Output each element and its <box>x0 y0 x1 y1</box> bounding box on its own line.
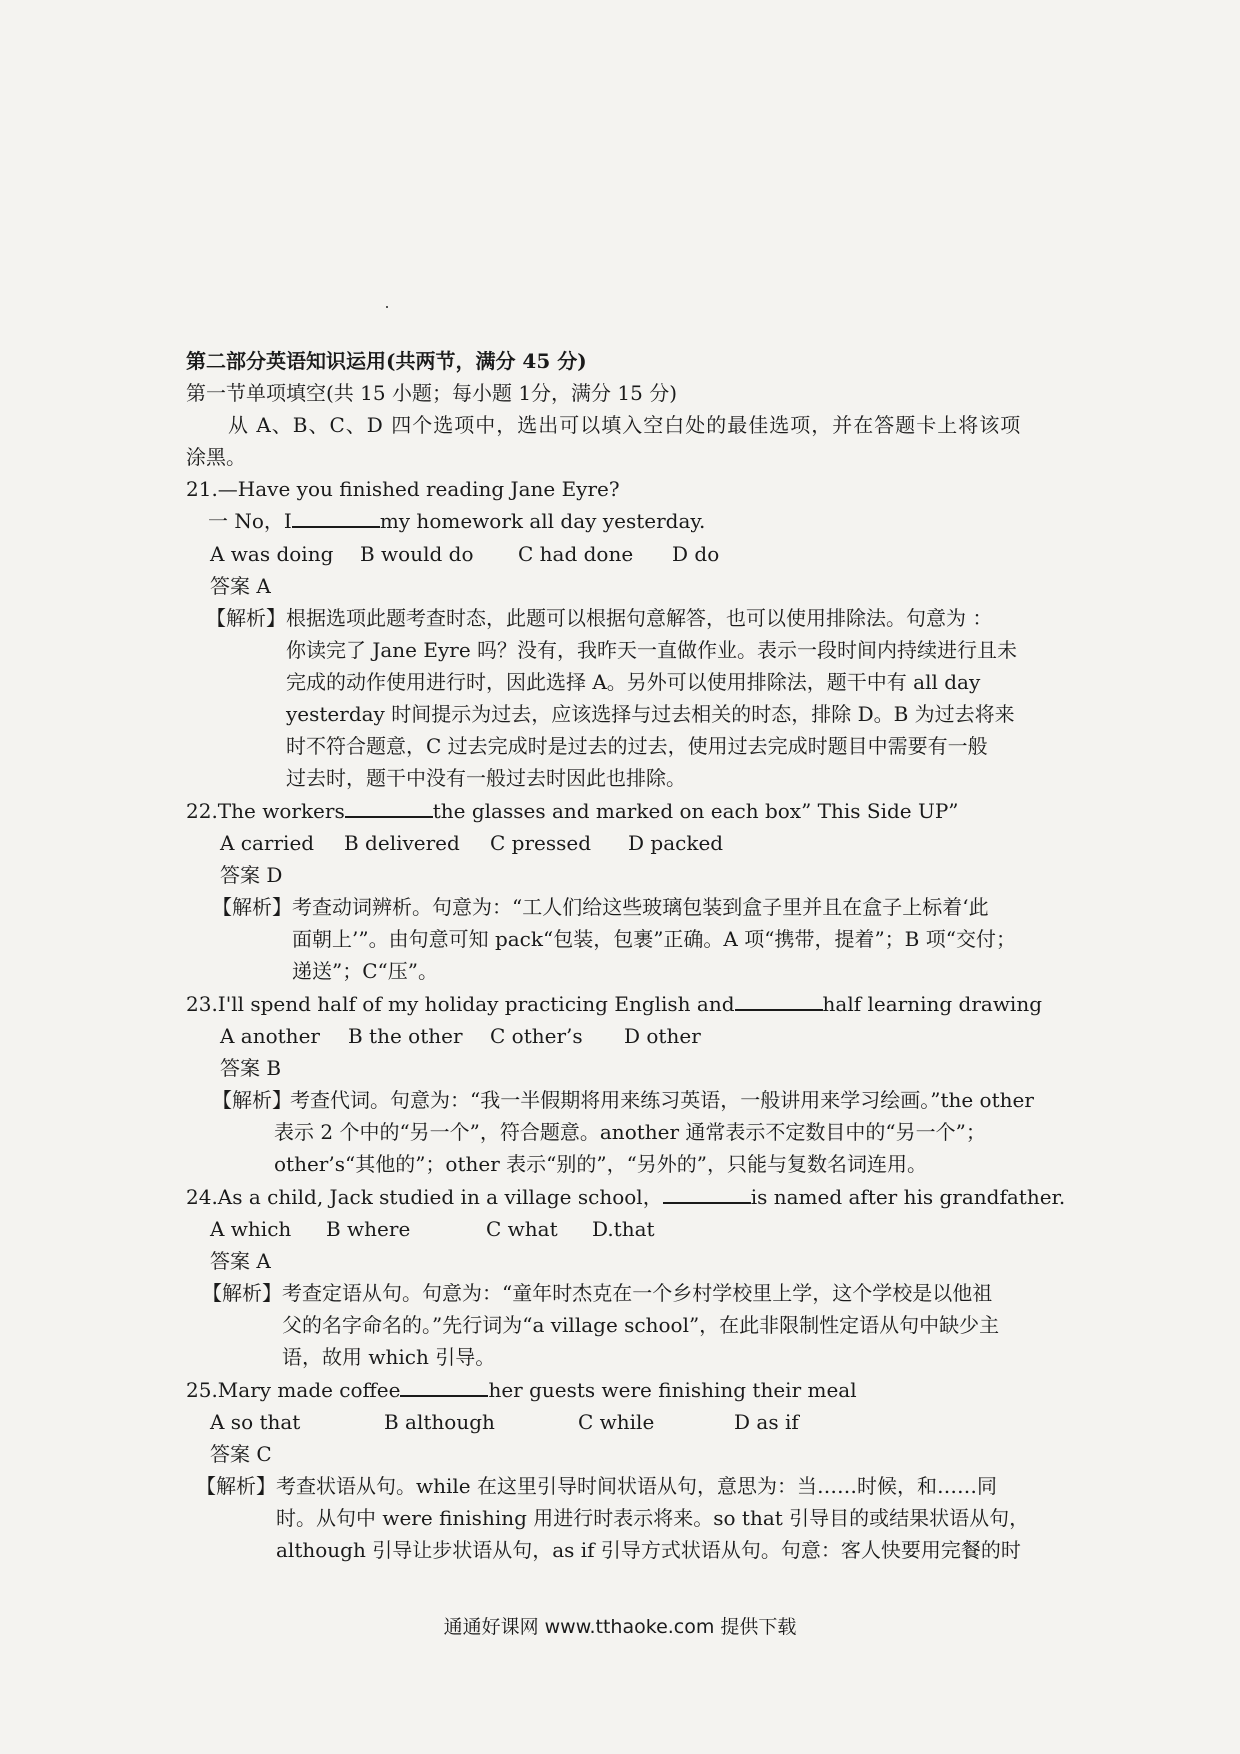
answer-blank <box>663 1184 751 1204</box>
answer-text: 答案 A <box>210 574 271 598</box>
explanation-label: 【解析】 <box>202 1281 282 1305</box>
question-text-after: the glasses and marked on each box” This Side UP” <box>432 799 959 823</box>
answer-blank <box>400 1377 488 1397</box>
answer-text: 答案 C <box>210 1442 272 1466</box>
explanation-line: 根据选项此题考查时态，此题可以根据句意解答，也可以使用排除法。句意为 ： <box>286 606 993 630</box>
option-a: A carried <box>220 831 315 855</box>
answer-text: 答案 B <box>220 1056 282 1080</box>
explanation-line: yesterday 时间提示为过去，应该选择与过去相关的时态，排除 D。B 为过去将来 <box>286 702 1015 726</box>
explanation-label: 【解析】 <box>212 895 292 919</box>
option-c: C what <box>486 1217 558 1241</box>
option-d: D.that <box>592 1217 655 1241</box>
explanation-line: 你读完了 Jane Eyre 吗？没有，我昨天一直做作业。表示一段时间内持续进行且未 <box>286 638 1018 662</box>
option-a: A so that <box>210 1410 301 1434</box>
option-b: B the other <box>348 1024 463 1048</box>
page-footer: 通通好课网 www.tthaoke.com 提供下载 <box>443 1616 797 1638</box>
answer-blank <box>345 798 433 818</box>
explanation-line: 时不符合题意，C 过去完成时是过去的过去，使用过去完成时题目中需要有一般 <box>286 734 988 758</box>
answer-text: 答案 D <box>220 863 283 887</box>
question-text <box>186 1377 857 1403</box>
section-title: 第二部分英语知识运用(共两节，满分 45 分) <box>186 349 587 373</box>
option-a: A was doing <box>210 542 334 566</box>
question-text-after: half learning drawing <box>822 992 1043 1016</box>
question-text <box>186 1184 1065 1210</box>
option-d: D other <box>624 1024 701 1048</box>
instruction-line-1: 从 A、B、C、D 四个选项中，选出可以填入空白处的最佳选项，并在答题卡上将该项 <box>228 413 1022 437</box>
explanation-line: 时。从句中 were finishing 用进行时表示将来。so that 引导目的或结果状语从句， <box>276 1506 1030 1530</box>
question-text <box>186 991 1042 1017</box>
explanation-line: although 引导让步状语从句，as if 引导方式状语从句。句意：客人快要用完餐的时 <box>276 1538 1021 1562</box>
option-b: B delivered <box>344 831 460 855</box>
explanation-line: 考查代词。句意为：“我一半假期将用来练习英语，一般讲用来学习绘画。”the other <box>290 1088 1034 1112</box>
explanation-line: 表示 2 个中的“另一个”，符合题意。another 通常表示不定数目中的“另一个”； <box>274 1120 986 1144</box>
answer-blank <box>292 508 380 528</box>
question-text-before: 23.I'll spend half of my holiday practicing English and <box>186 992 735 1016</box>
explanation-label: 【解析】 <box>212 1088 292 1112</box>
question-text-before: 一 No，I <box>208 509 292 533</box>
explanation-line: 考查定语从句。句意为：“童年时杰克在一个乡村学校里上学，这个学校是以他祖 <box>282 1281 993 1305</box>
option-c: C pressed <box>490 831 592 855</box>
question-text-before: 25.Mary made coffee <box>186 1378 401 1402</box>
question-text <box>208 508 705 534</box>
answer-text: 答案 A <box>210 1249 271 1273</box>
option-d: D as if <box>734 1410 799 1434</box>
option-c: C while <box>578 1410 655 1434</box>
answer-blank <box>735 991 823 1011</box>
question-text-before: 24.As a child, Jack studied in a village school， <box>186 1185 663 1209</box>
explanation-line: 语，故用 which 引导。 <box>282 1345 496 1369</box>
question-text-after: my homework all day yesterday. <box>379 509 706 533</box>
option-a: A another <box>220 1024 320 1048</box>
explanation-line: 过去时，题干中没有一般过去时因此也排除。 <box>286 766 686 790</box>
explanation-line: 面朝上’”。由句意可知 pack“包装，包裹”正确。A 项“携带，提着”；B 项“交付； <box>292 927 1016 951</box>
option-d: D packed <box>628 831 724 855</box>
question-text-after: her guests were finishing their meal <box>488 1378 857 1402</box>
explanation-line: 递送”；C“压”。 <box>292 959 438 983</box>
explanation-line: 考查动词辨析。句意为：“工人们给这些玻璃包装到盒子里并且在盒子上标着‘此 <box>292 895 989 919</box>
question-text <box>186 798 959 824</box>
scan-speck <box>386 306 388 308</box>
option-b: B although <box>384 1410 495 1434</box>
instruction-line-2: 涂黑。 <box>186 445 246 469</box>
option-c: C had done <box>518 542 634 566</box>
explanation-line: 考查状语从句。while 在这里引导时间状语从句，意思为：当……时候，和……同 <box>276 1474 997 1498</box>
explanation-line: 父的名字命名的。”先行词为“a village school”，在此非限制性定语从句中缺少主 <box>282 1313 1000 1337</box>
question-text-before: 22.The workers <box>186 799 345 823</box>
option-c: C other’s <box>490 1024 583 1048</box>
explanation-label: 【解析】 <box>196 1474 276 1498</box>
question-text-after: is named after his grandfather. <box>750 1185 1066 1209</box>
option-d: D do <box>672 542 720 566</box>
question-text: 21.—Have you finished reading Jane Eyre? <box>186 477 620 501</box>
explanation-line: 完成的动作使用进行时，因此选择 A。另外可以使用排除法，题干中有 all day <box>286 670 981 694</box>
explanation-line: other’s“其他的”；other 表示“别的”，“另外的”，只能与复数名词连用。 <box>274 1152 928 1176</box>
section-subtitle: 第一节单项填空(共 15 小题；每小题 1分，满分 15 分) <box>186 381 678 405</box>
option-b: B would do <box>360 542 474 566</box>
option-b: B where <box>326 1217 411 1241</box>
option-a: A which <box>210 1217 292 1241</box>
explanation-label: 【解析】 <box>206 606 286 630</box>
